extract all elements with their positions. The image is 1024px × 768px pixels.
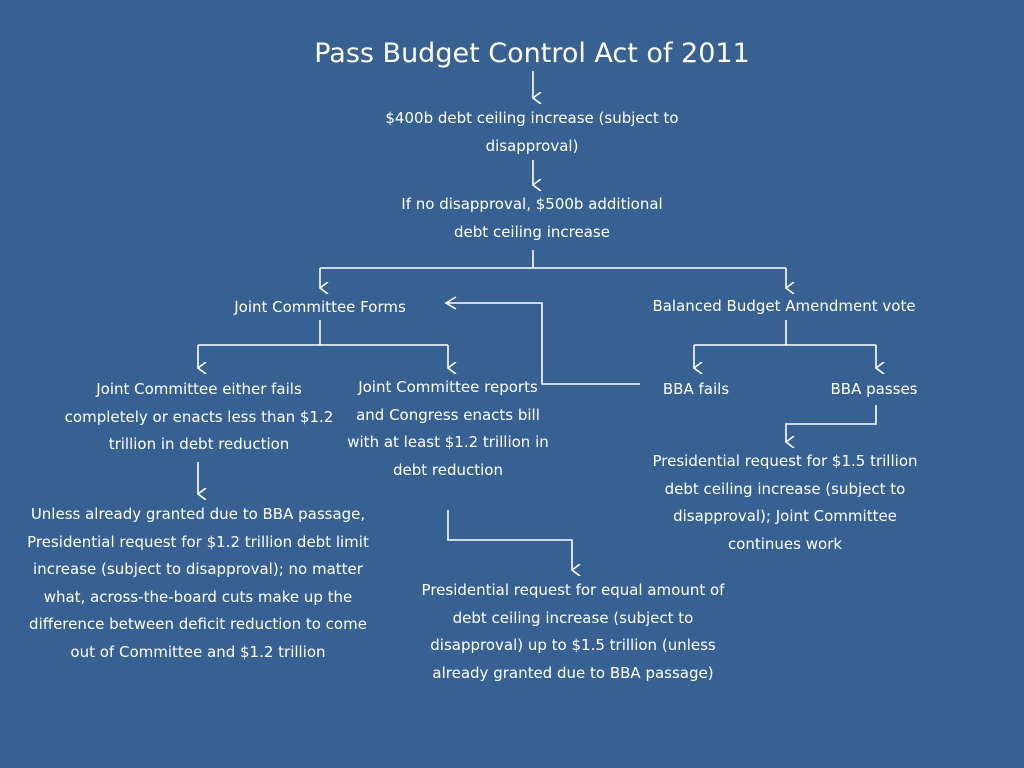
node-joint-committee-reports: Joint Committee reports and Congress enacts bill with at least $1.2 trillion in debt reduction: [347, 378, 549, 479]
connector-bba-passes-to-request: [786, 405, 876, 442]
slide-title: Pass Budget Control Act of 2011: [314, 38, 750, 69]
node-bba-pass-presidential-request: Presidential request for $1.5 trillion debt ceiling increase (subject to disapproval); Joint Committee continues work: [652, 452, 918, 553]
connector-bba-fails-to-jc: [446, 303, 640, 384]
node-jc-success-outcome: Presidential request for equal amount of debt ceiling increase (subject to disapproval) up to $1.5 trillion (unless already granted due to BBA passage): [421, 581, 725, 682]
node-bba-fails: BBA fails: [662, 380, 730, 398]
node-500b-additional-increase: If no disapproval, $500b additional debt ceiling increase: [401, 195, 663, 241]
node-bba-vote: Balanced Budget Amendment vote: [652, 297, 916, 315]
node-joint-committee-fails: Joint Committee either fails completely or enacts less than $1.2 trillion in debt reduction: [64, 380, 334, 453]
node-400b-debt-ceiling-increase: $400b debt ceiling increase (subject to disapproval): [385, 109, 679, 155]
node-jc-fail-outcome: Unless already granted due to BBA passage, Presidential request for $1.2 trillion debt limit increase (subject to disapproval); no matter what, across-the-board cuts make up the difference between deficit reduction to come out of Committee and $1.2 trillion: [27, 505, 369, 661]
connector-jc-reports-to-outcome: [448, 510, 572, 570]
node-joint-committee-forms: Joint Committee Forms: [234, 298, 406, 316]
node-bba-passes: BBA passes: [830, 380, 918, 398]
